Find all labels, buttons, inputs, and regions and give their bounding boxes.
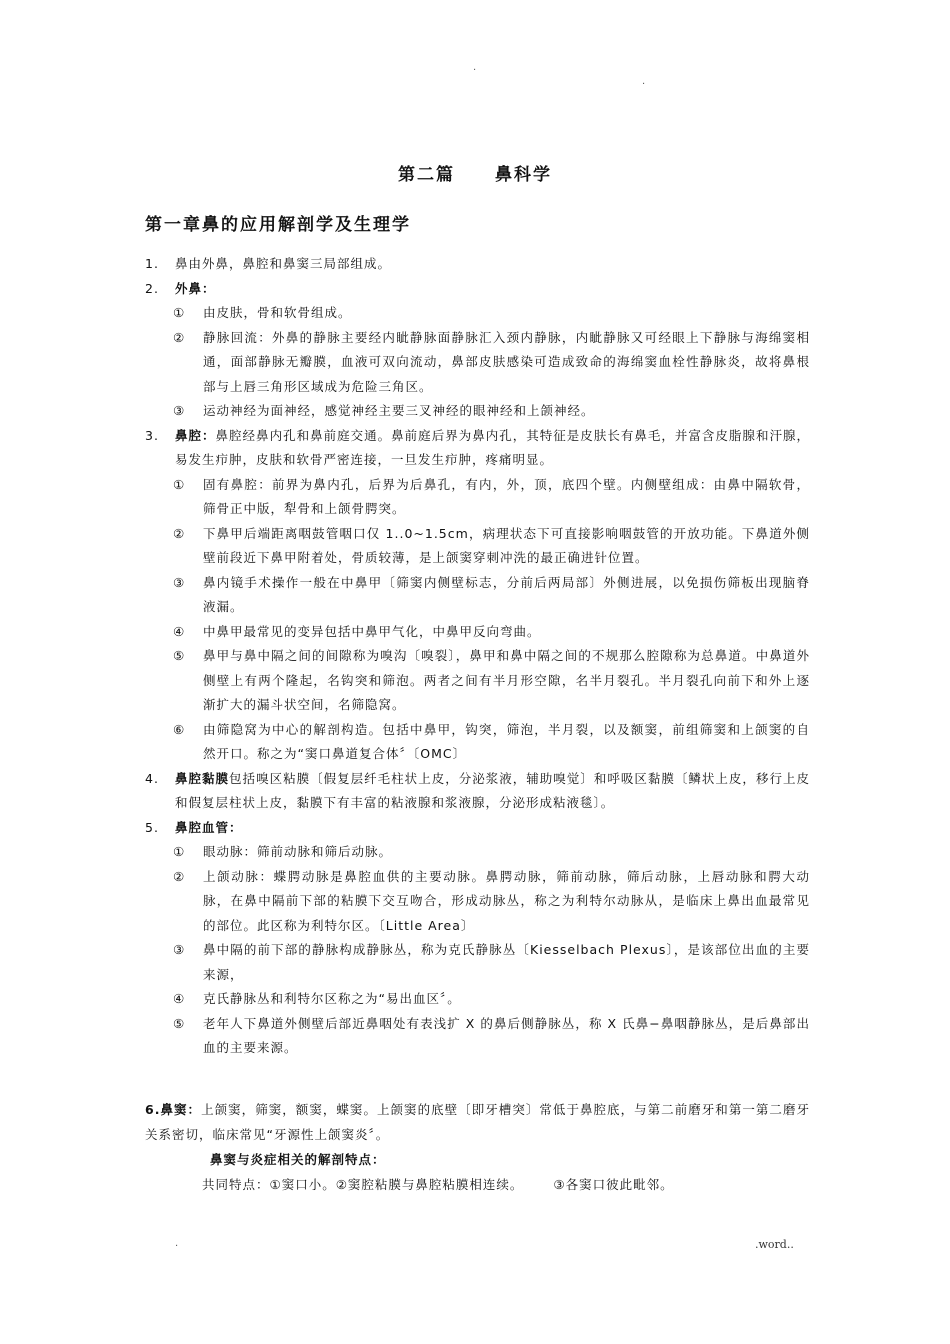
header-dot-left: . [473, 62, 477, 73]
sub-item-text: 克氏静脉丛和利特尔区称之为“易出血区〞。 [203, 991, 461, 1006]
sub-item-text: 中鼻甲最常见的变异包括中鼻甲气化，中鼻甲反向弯曲。 [203, 623, 541, 639]
sub-item-number: ④ [173, 991, 186, 1006]
sub-item-text: 鼻甲与鼻中隔之间的间隙称为嗅沟〔嗅裂〕，鼻甲和鼻中隔之间的不规那么腔隙称为总鼻道。中鼻道外侧壁上有两个隆起，名钩突和筛泡。两者之间有半月形空隙，名半月裂孔。半月裂孔向前下和外上逐渐扩大的漏斗状空间，名筛隐窝。 [203, 648, 810, 712]
sub-item-number: ② [173, 525, 186, 541]
sub-item [145, 620, 810, 645]
sub-item-number: ① [173, 305, 186, 320]
sub-item [145, 473, 810, 522]
sub-item-text: 运动神经为面神经，感觉神经主要三叉神经的眼神经和上颌神经。 [203, 403, 595, 418]
sub-item-number: ⑥ [173, 721, 186, 737]
sub-item-text: 静脉回流：外鼻的静脉主要经内眦静脉面静脉汇入颈内静脉，内眦静脉又可经眼上下静脉与海绵窦相通，面部静脉无瓣膜，血液可双向流动，鼻部皮肤感染可造成致命的海绵窦血栓性静脉炎，故将鼻根部与上唇三角形区域成为危险三角区。 [203, 329, 810, 394]
sub-item [145, 301, 810, 326]
part-title [0, 160, 950, 185]
sub-item [145, 840, 810, 865]
sub-item [145, 326, 810, 400]
list-item [145, 424, 810, 473]
sinus-common-text: 共同特点：①窦口小。②窦腔粘膜与鼻腔粘膜相连续。 [202, 1177, 524, 1192]
sub-item-text: 眼动脉：筛前动脉和筛后动脉。 [203, 844, 393, 859]
sub-item-text: 鼻中隔的前下部的静脉构成静脉丛，称为克氏静脉丛〔Kiesselbach Plexus〕，是该部位出血的主要来源， [203, 942, 810, 982]
part-subject: 鼻科学 [495, 165, 552, 185]
header-dot-right: . [642, 76, 646, 87]
item-label: 外鼻： [175, 280, 216, 296]
content-body [145, 252, 810, 1061]
sub-item-number: ③ [173, 942, 186, 957]
sub-item [145, 718, 810, 767]
sub-item-text: 由筛隐窝为中心的解剖构造。包括中鼻甲，钩突，筛泡，半月裂，以及额窦，前组筛窦和上颌窦的自然开口。称之为“窦口鼻道复合体〞〔OMC〕 [203, 721, 810, 761]
sub-item-number: ⑤ [173, 648, 186, 663]
sub-item-text: 鼻内镜手术操作一般在中鼻甲〔筛窦内侧壁标志，分前后两局部〕外侧进展，以免损伤筛板出现脑脊液漏。 [203, 574, 810, 614]
list-item [145, 816, 810, 841]
sub-item-number: ④ [173, 623, 186, 639]
sub-item-number: ① [173, 476, 186, 492]
sub-item-text: 老年人下鼻道外侧壁后部近鼻咽处有表浅扩 X 的鼻后侧静脉丛，称 X 氏鼻−鼻咽静脉丛，是后鼻部出血的主要来源。 [203, 1015, 810, 1055]
list-item [145, 767, 810, 816]
chapter-title: 第一章鼻的应用解剖学及生理学 [145, 215, 411, 235]
sub-item-number: ② [173, 329, 186, 345]
sinus-sub-heading: 鼻窦与炎症相关的解剖特点： [210, 1152, 386, 1167]
item-label: 鼻腔血管： [175, 819, 243, 835]
list-item [145, 277, 810, 302]
sinus-common-third: ③各窦口彼此毗邻。 [553, 1177, 674, 1192]
sinus-text: 上颌窦，筛窦，额窦，蝶窦。上颌窦的底壁〔即牙槽突〕常低于鼻腔底，与第二前磨牙和第一第二磨牙关系密切，临床常见“牙源性上颌窦炎〞。 [145, 1102, 810, 1142]
sinus-common-features [202, 1175, 674, 1193]
sub-item [145, 987, 810, 1012]
sinus-paragraph [145, 1098, 810, 1147]
sub-item [145, 865, 810, 939]
part-label: 第二篇 [398, 165, 455, 185]
item-number: 2. [145, 280, 159, 296]
item-number: 4. [145, 770, 159, 786]
sub-item-number: ② [173, 868, 186, 884]
sub-item-number: ⑤ [173, 1015, 186, 1031]
sub-item-text: 下鼻甲后端距离咽鼓管咽口仅 1..0~1.5cm，病理状态下可直接影响咽鼓管的开放功能。下鼻道外侧壁前段近下鼻甲附着处，骨质较薄，是上颌窦穿刺冲洗的最正确进针位置。 [203, 525, 810, 565]
sub-item-number: ③ [173, 403, 186, 418]
sub-item [145, 1012, 810, 1061]
footer-dot: . [175, 1238, 179, 1249]
list-item [145, 252, 810, 277]
sub-item-text: 固有鼻腔：前界为鼻内孔，后界为后鼻孔，有内，外，顶，底四个壁。内侧壁组成：由鼻中隔软骨，筛骨正中版，犁骨和上颌骨腭突。 [203, 476, 810, 516]
sinus-label: 6.鼻窦： [145, 1102, 202, 1117]
sub-item-text: 由皮肤，骨和软骨组成。 [203, 305, 352, 320]
sub-item-number: ① [173, 844, 186, 859]
item-label: 鼻腔黏膜 [175, 770, 230, 786]
item-number: 5. [145, 819, 159, 835]
item-text: 包括嗅区粘膜〔假复层纤毛柱状上皮，分泌浆液，辅助嗅觉〕和呼吸区黏膜〔鳞状上皮，移行上皮和假复层柱状上皮，黏膜下有丰富的粘液腺和浆液腺，分泌形成粘液毯〕。 [175, 770, 810, 810]
sub-item [145, 938, 810, 987]
item-number: 1. [145, 256, 159, 271]
item-label: 鼻腔： [175, 427, 216, 443]
sub-item [145, 644, 810, 718]
sub-item-text: 上颌动脉：蝶腭动脉是鼻腔血供的主要动脉。鼻腭动脉，筛前动脉，筛后动脉，上唇动脉和腭大动脉，在鼻中隔前下部的粘膜下交互吻合，形成动脉丛，称之为利特尔动脉从，是临床上鼻出血最常见的部位。此区称为利特尔区。〔Little Area〕 [203, 868, 810, 933]
sub-item [145, 571, 810, 620]
item-text: 鼻腔经鼻内孔和鼻前庭交通。鼻前庭后界为鼻内孔，其特征是皮肤长有鼻毛，并富含皮脂腺和汗腺，易发生疖肿，皮肤和软骨严密连接，一旦发生疖肿，疼痛明显。 [175, 427, 810, 467]
sub-item [145, 399, 810, 424]
sub-item [145, 522, 810, 571]
sub-item-number: ③ [173, 574, 186, 590]
item-text: 鼻由外鼻，鼻腔和鼻窦三局部组成。 [175, 256, 392, 271]
footer-word: .word.. [755, 1238, 794, 1251]
item-number: 3. [145, 427, 159, 443]
